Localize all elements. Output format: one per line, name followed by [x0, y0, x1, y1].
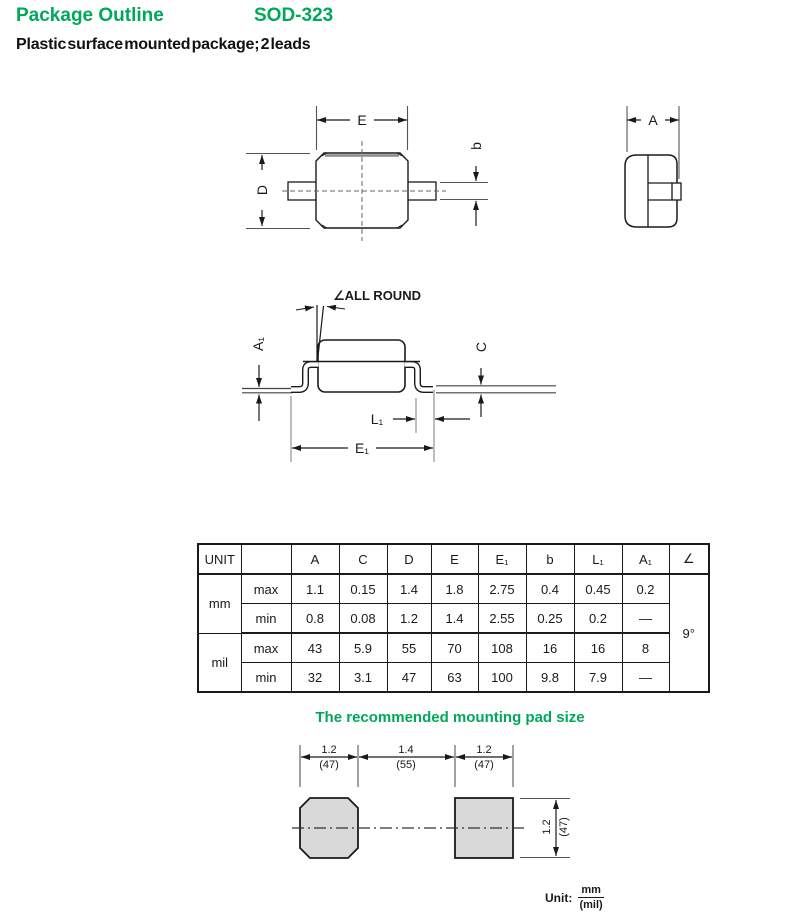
unit-note-label: Unit: — [545, 890, 573, 905]
unit-note — [545, 884, 604, 911]
value-cell: 16 — [574, 633, 622, 663]
value-cell: 70 — [431, 633, 478, 663]
value-cell: 32 — [291, 663, 339, 693]
unit-fraction — [578, 884, 604, 911]
value-cell: 0.45 — [574, 574, 622, 604]
pad-dim-left-mm: 1.2 — [321, 744, 337, 756]
value-cell: 2.55 — [478, 604, 526, 634]
value-cell: 0.2 — [622, 574, 669, 604]
value-cell: 1.8 — [431, 574, 478, 604]
value-cell: 0.2 — [574, 604, 622, 634]
pad-dim-left-mil: (47) — [319, 759, 339, 771]
value-cell: — — [622, 604, 669, 634]
value-cell: 1.2 — [387, 604, 431, 634]
value-cell: 2.75 — [478, 574, 526, 604]
col-header-D: D — [387, 544, 431, 574]
angle-arrows — [296, 307, 345, 311]
package-body-side — [625, 155, 681, 227]
package-name: SOD-323 — [254, 5, 334, 26]
limit-cell: max — [241, 574, 291, 604]
col-header-E1: E₁ — [478, 544, 526, 574]
value-cell: 63 — [431, 663, 478, 693]
value-cell: 0.8 — [291, 604, 339, 634]
limit-cell: max — [241, 633, 291, 663]
unit-group-mil: mil — [198, 633, 241, 692]
dim-label-d: D — [254, 170, 270, 210]
value-cell: 0.4 — [526, 574, 574, 604]
front-view-drawing — [236, 286, 566, 468]
package-body-front — [303, 340, 420, 392]
value-cell: 0.08 — [339, 604, 387, 634]
dim-label-a: A — [641, 112, 665, 128]
col-header-C: C — [339, 544, 387, 574]
mounting-pad-heading: The recommended mounting pad size — [315, 709, 585, 726]
dim-label-e1: E₁ — [348, 440, 376, 456]
dim-label-a1: A₁ — [250, 324, 266, 364]
dim-label-c: C — [473, 327, 489, 367]
pad-dim-center-mm: 1.4 — [398, 744, 414, 756]
angle-value-cell: 9° — [669, 574, 709, 692]
value-cell: 5.9 — [339, 633, 387, 663]
pad-dim-right-mm: 1.2 — [476, 744, 492, 756]
value-cell: 43 — [291, 633, 339, 663]
value-cell: 55 — [387, 633, 431, 663]
dim-label-b: b — [468, 126, 484, 166]
col-header-A: A — [291, 544, 339, 574]
dim-label-l1: L₁ — [370, 411, 384, 427]
pad-dim-height-mm: 1.2 — [541, 819, 553, 835]
pad-dim-center-mil: (55) — [396, 759, 416, 771]
dim-label-e: E — [350, 112, 374, 128]
limit-cell: min — [241, 663, 291, 693]
dimension-table — [197, 543, 710, 693]
blank-header-cell — [241, 544, 291, 574]
value-cell: 8 — [622, 633, 669, 663]
value-cell: 3.1 — [339, 663, 387, 693]
col-header-A1: A₁ — [622, 544, 669, 574]
limit-cell: min — [241, 604, 291, 634]
value-cell: 108 — [478, 633, 526, 663]
col-header-L1: L₁ — [574, 544, 622, 574]
value-cell: 0.15 — [339, 574, 387, 604]
col-header-E: E — [431, 544, 478, 574]
value-cell: 9.8 — [526, 663, 574, 693]
value-cell: 1.4 — [387, 574, 431, 604]
value-cell: 0.25 — [526, 604, 574, 634]
all-round-annotation: ∠ALL ROUND — [333, 288, 421, 303]
value-cell: 16 — [526, 633, 574, 663]
value-cell: 47 — [387, 663, 431, 693]
col-header-angle: ∠ — [669, 544, 709, 574]
value-cell: 100 — [478, 663, 526, 693]
value-cell: 1.1 — [291, 574, 339, 604]
page-title: Package Outline — [16, 5, 164, 26]
pad-dim-height-mil: (47) — [558, 817, 570, 837]
package-description: Plastic surface mounted package; 2 leads — [16, 36, 311, 53]
unit-group-mm: mm — [198, 574, 241, 633]
pad-dim-right-mil: (47) — [474, 759, 494, 771]
unit-header-cell: UNIT — [198, 544, 241, 574]
value-cell: 7.9 — [574, 663, 622, 693]
col-header-b: b — [526, 544, 574, 574]
value-cell: 1.4 — [431, 604, 478, 634]
unit-fraction-denominator: (mil) — [579, 899, 603, 911]
value-cell: — — [622, 663, 669, 693]
unit-fraction-numerator: mm — [578, 884, 604, 898]
